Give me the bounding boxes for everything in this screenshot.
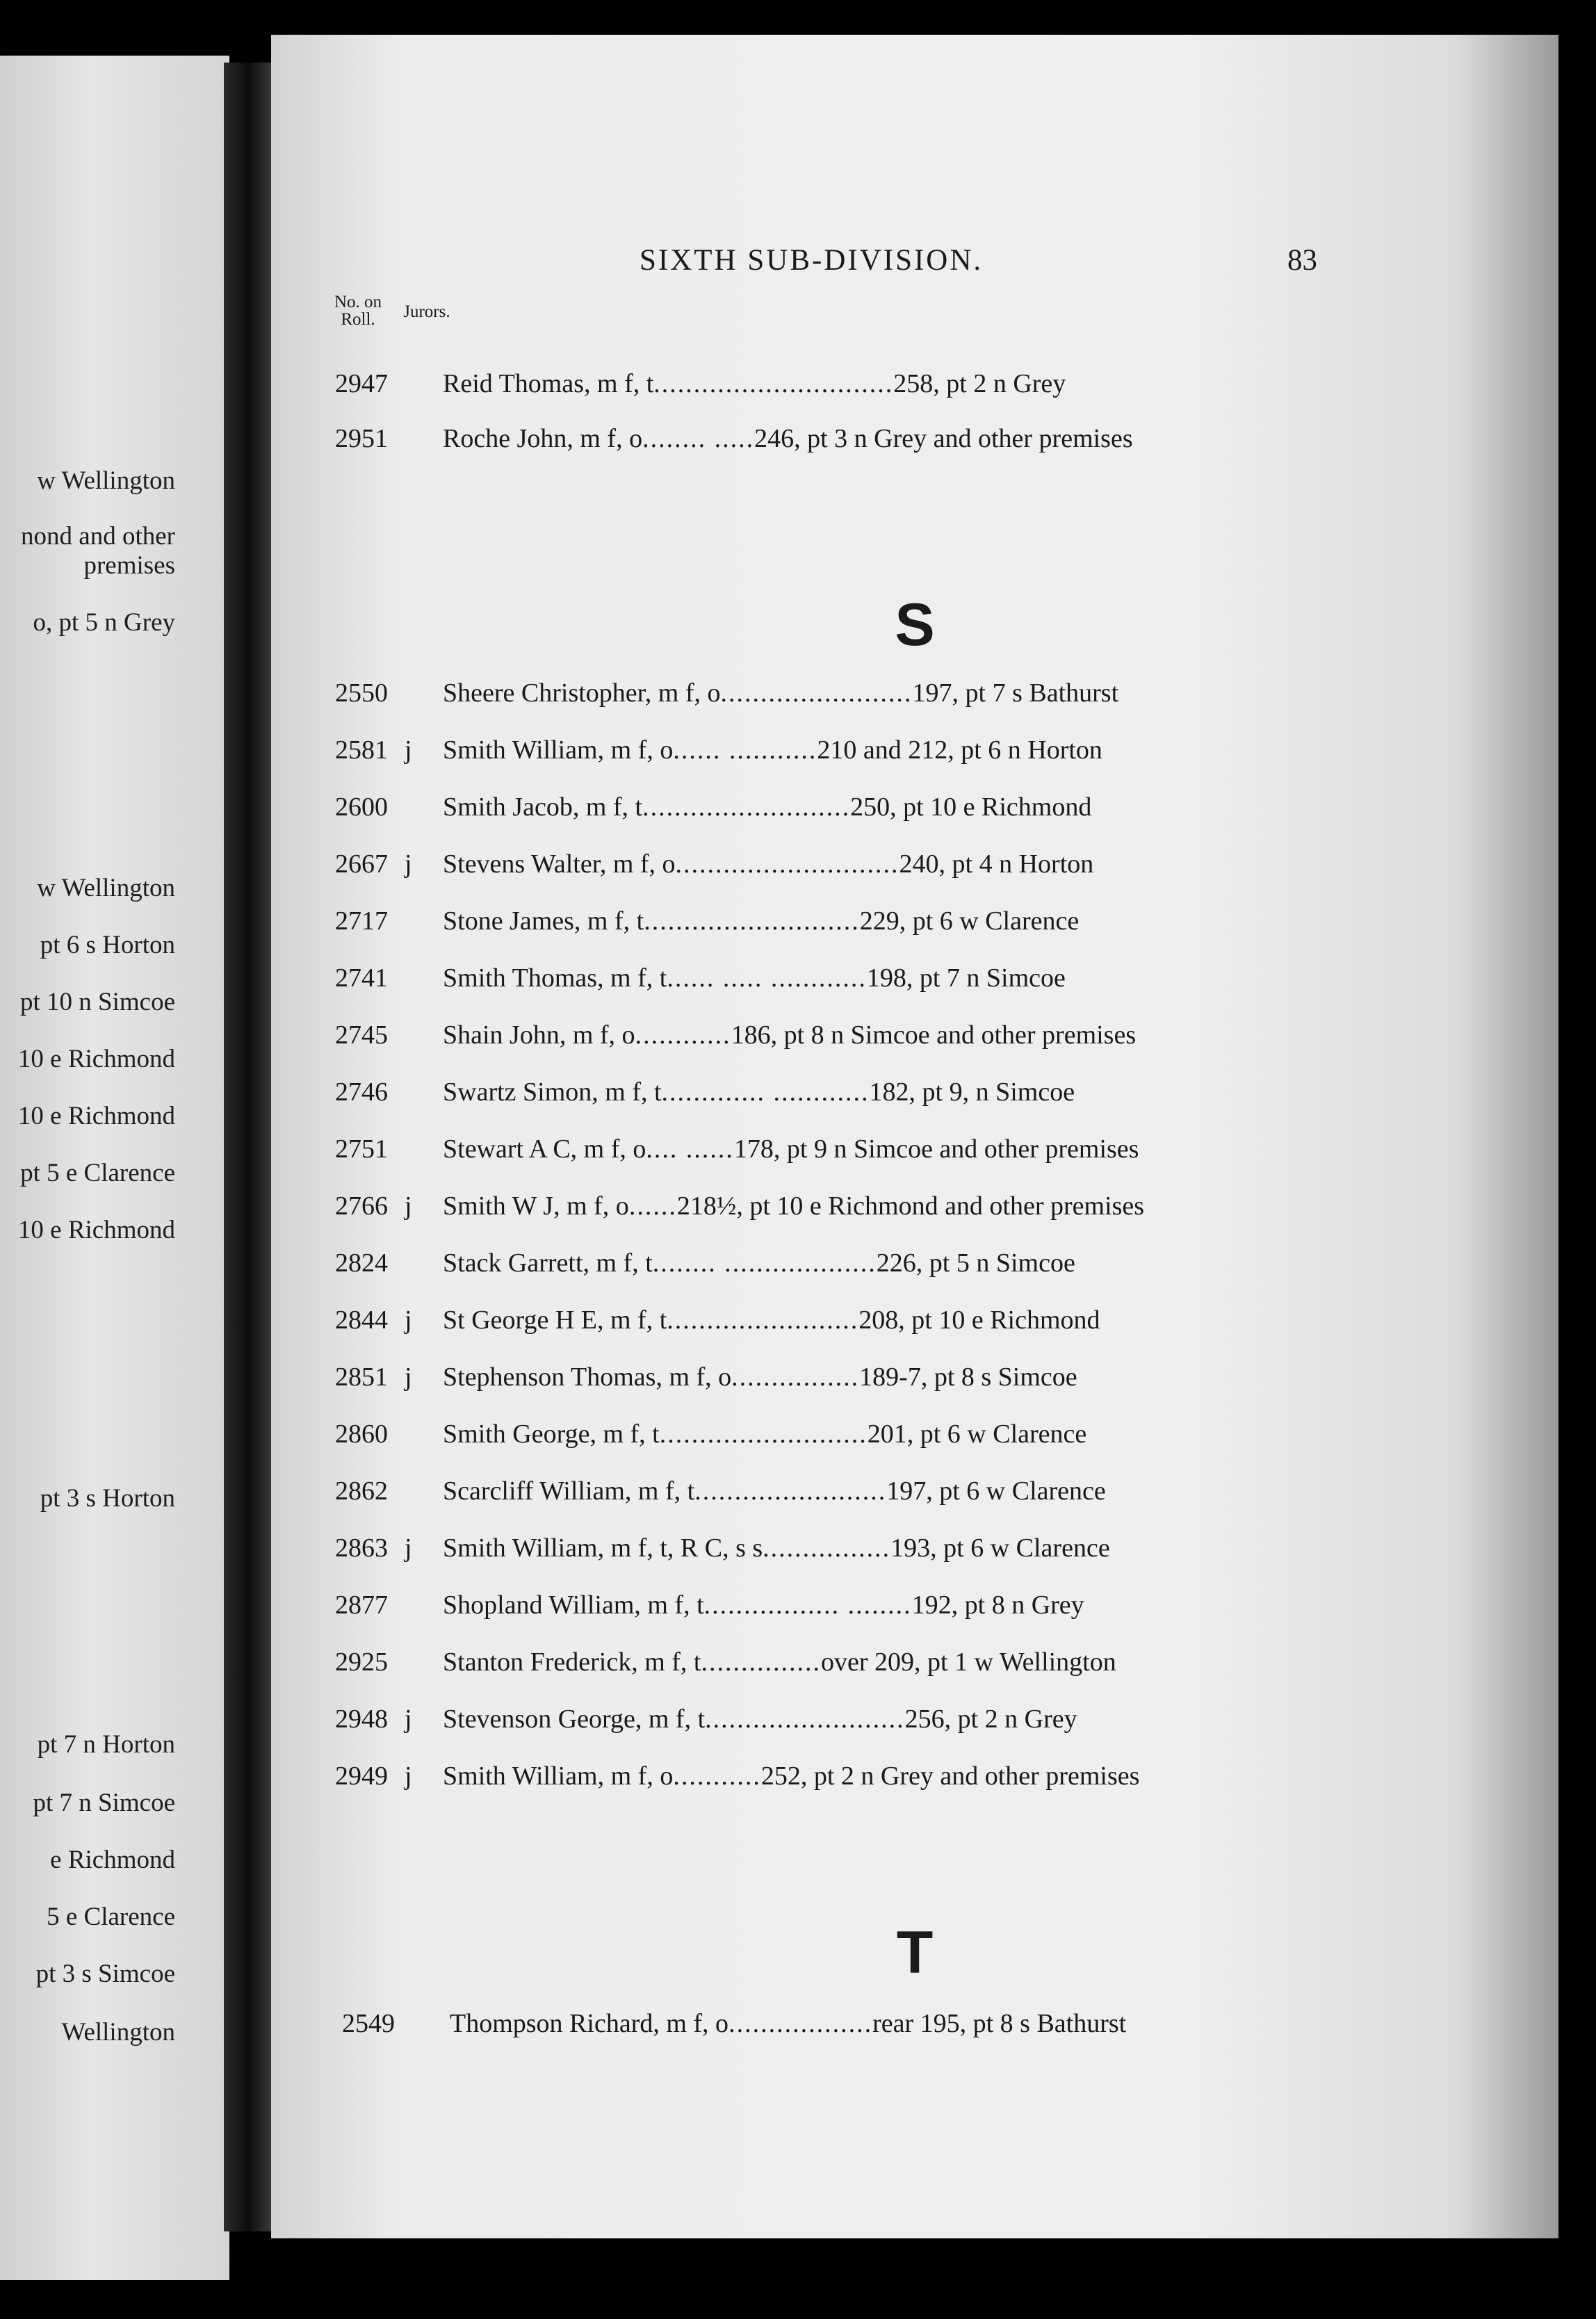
- list-item: [335, 1588, 1595, 1622]
- roll-number: 2717: [335, 906, 388, 936]
- juror-mark: j: [405, 849, 412, 879]
- property: 252, pt 2 n Grey and other premises: [760, 1761, 1140, 1791]
- dot-leader: ........ ...................: [652, 1248, 877, 1278]
- list-item: [335, 1075, 1595, 1109]
- juror-mark: j: [405, 1305, 412, 1335]
- property: 193, pt 6 w Clarence: [890, 1533, 1110, 1563]
- roll-number: 2948: [335, 1704, 388, 1734]
- list-item: [335, 1360, 1595, 1394]
- list-item: [335, 1303, 1595, 1337]
- document-page: [271, 35, 1558, 2238]
- juror-name: Sheere Christopher, m f, o: [443, 678, 721, 708]
- property: 197, pt 6 w Clarence: [886, 1476, 1106, 1506]
- left-line: 10 e Richmond: [17, 1045, 175, 1073]
- left-line: nond and other: [21, 522, 175, 551]
- section-letter-s: S: [895, 592, 935, 658]
- juror-name: Stephenson Thomas, m f, o: [443, 1362, 732, 1392]
- list-item: [342, 2006, 1596, 2041]
- roll-number: 2746: [335, 1077, 388, 1107]
- juror-name: Thompson Richard, m f, o: [450, 2009, 729, 2038]
- list-item: [335, 1702, 1595, 1736]
- juror-mark: j: [405, 1191, 412, 1221]
- juror-name: Roche John, m f, o: [443, 424, 643, 453]
- dot-leader: ........................: [694, 1476, 887, 1506]
- list-item: [335, 676, 1595, 710]
- list-item: [335, 366, 1595, 401]
- roll-number: 2949: [335, 1761, 388, 1791]
- roll-number: 2751: [335, 1134, 388, 1164]
- section-letter-t: T: [896, 1919, 934, 1986]
- property: 208, pt 10 e Richmond: [858, 1305, 1100, 1335]
- dot-leader: ........................: [667, 1305, 859, 1335]
- dot-leader: ...............: [701, 1647, 821, 1677]
- juror-name: Stanton Frederick, m f, t: [443, 1647, 701, 1677]
- dot-leader: ......: [628, 1191, 677, 1221]
- list-item: [335, 733, 1595, 767]
- list-item: [335, 790, 1595, 824]
- juror-name: Reid Thomas, m f, t: [443, 369, 654, 398]
- column-headings: [320, 293, 450, 328]
- dot-leader: ............. ............: [661, 1077, 870, 1107]
- left-line: pt 7 n Simcoe: [33, 1789, 175, 1817]
- property: 186, pt 8 n Simcoe and other premises: [731, 1020, 1137, 1050]
- roll-number: 2947: [335, 369, 388, 398]
- left-line: pt 5 e Clarence: [20, 1159, 175, 1187]
- list-item: [335, 1018, 1595, 1052]
- jurors-heading: Jurors.: [403, 302, 450, 321]
- juror-mark: j: [405, 1362, 412, 1392]
- property: 258, pt 2 n Grey: [893, 369, 1066, 398]
- list-item: [335, 1246, 1595, 1280]
- page-number: 83: [1287, 244, 1317, 277]
- roll-number: 2851: [335, 1362, 388, 1392]
- list-item: [335, 1531, 1595, 1565]
- dot-leader: ..........................: [642, 792, 851, 822]
- running-head: SIXTH SUB-DIVISION.: [640, 244, 984, 277]
- left-line: pt 3 s Simcoe: [35, 1960, 175, 1988]
- left-line: 5 e Clarence: [47, 1903, 175, 1931]
- juror-name: St George H E, m f, t: [443, 1305, 667, 1335]
- left-line: Wellington: [61, 2018, 175, 2047]
- dot-leader: ................: [763, 1533, 891, 1563]
- juror-name: Shain John, m f, o: [443, 1020, 635, 1050]
- roll-heading: [320, 293, 396, 328]
- juror-name: Smith George, m f, t: [443, 1419, 660, 1449]
- left-line: 10 e Richmond: [17, 1216, 175, 1244]
- property: 256, pt 2 n Grey: [904, 1704, 1077, 1734]
- dot-leader: ............................: [675, 849, 899, 879]
- list-item: [335, 421, 1595, 456]
- roll-number: 2925: [335, 1647, 388, 1677]
- property: 210 and 212, pt 6 n Horton: [817, 735, 1102, 765]
- property: 201, pt 6 w Clarence: [867, 1419, 1087, 1449]
- roll-number: 2549: [342, 2009, 395, 2038]
- list-item: [335, 847, 1595, 881]
- juror-name: Stone James, m f, t: [443, 906, 644, 936]
- property: 189-7, pt 8 s Simcoe: [859, 1362, 1077, 1392]
- roll-number: 2550: [335, 678, 388, 708]
- juror-name: Stack Garrett, m f, t: [443, 1248, 653, 1278]
- property: 197, pt 7 s Bathurst: [912, 678, 1119, 708]
- property: 218½, pt 10 e Richmond and other premises: [676, 1191, 1145, 1221]
- property: 229, pt 6 w Clarence: [859, 906, 1080, 936]
- juror-mark: j: [405, 1761, 412, 1791]
- property: 192, pt 8 n Grey: [911, 1590, 1084, 1620]
- juror-name: Swartz Simon, m f, t: [443, 1077, 662, 1107]
- dot-leader: ..............................: [653, 369, 894, 398]
- juror-mark: j: [405, 1533, 412, 1563]
- juror-name: Smith Thomas, m f, t: [443, 963, 667, 993]
- left-line: 10 e Richmond: [17, 1102, 175, 1130]
- roll-number: 2844: [335, 1305, 388, 1335]
- list-item: [335, 904, 1595, 938]
- dot-leader: ................. ........: [703, 1590, 912, 1620]
- property: rear 195, pt 8 s Bathurst: [872, 2009, 1127, 2038]
- roll-number: 2877: [335, 1590, 388, 1620]
- list-item: [335, 1189, 1595, 1223]
- juror-mark: j: [405, 735, 412, 765]
- juror-name: Smith W J, m f, o: [443, 1191, 629, 1221]
- dot-leader: ...... ...........: [673, 735, 817, 765]
- left-line: pt 3 s Horton: [40, 1484, 175, 1513]
- roll-number: 2741: [335, 963, 388, 993]
- dot-leader: ...........: [673, 1761, 761, 1791]
- left-line: pt 7 n Horton: [37, 1730, 175, 1759]
- roll-number: 2745: [335, 1020, 388, 1050]
- left-line: w Wellington: [37, 466, 175, 495]
- dot-leader: .... ......: [646, 1134, 734, 1164]
- juror-name: Stevens Walter, m f, o: [443, 849, 676, 879]
- roll-number: 2667: [335, 849, 388, 879]
- roll-number: 2863: [335, 1533, 388, 1563]
- juror-name: Smith William, m f, o: [443, 735, 674, 765]
- book-gutter: [224, 63, 272, 2231]
- juror-name: Stewart A C, m f, o: [443, 1134, 646, 1164]
- roll-number: 2600: [335, 792, 388, 822]
- list-item: [335, 1645, 1595, 1679]
- property: 182, pt 9, n Simcoe: [869, 1077, 1075, 1107]
- roll-number: 2766: [335, 1191, 388, 1221]
- roll-number: 2581: [335, 735, 388, 765]
- property: 226, pt 5 n Simcoe: [876, 1248, 1075, 1278]
- list-item: [335, 1132, 1595, 1166]
- juror-name: Scarcliff William, m f, t: [443, 1476, 695, 1506]
- left-line: premises: [83, 551, 175, 580]
- juror-mark: j: [405, 1704, 412, 1734]
- dot-leader: ...... ..... ............: [667, 963, 867, 993]
- dot-leader: ........ .....: [642, 424, 755, 453]
- property: 178, pt 9 n Simcoe and other premises: [733, 1134, 1139, 1164]
- dot-leader: ................: [731, 1362, 860, 1392]
- list-item: [335, 961, 1595, 995]
- property: 240, pt 4 n Horton: [899, 849, 1094, 879]
- dot-leader: ..........................: [659, 1419, 868, 1449]
- list-item: [335, 1417, 1595, 1451]
- juror-name: Smith Jacob, m f, t: [443, 792, 643, 822]
- roll-heading-line2: Roll.: [341, 310, 375, 329]
- dot-leader: ............: [635, 1020, 731, 1050]
- left-line: o, pt 5 n Grey: [33, 608, 175, 637]
- roll-number: 2824: [335, 1248, 388, 1278]
- property: over 209, pt 1 w Wellington: [820, 1647, 1116, 1677]
- list-item: [335, 1759, 1595, 1793]
- dot-leader: .........................: [705, 1704, 905, 1734]
- juror-name: Stevenson George, m f, t: [443, 1704, 706, 1734]
- roll-number: 2860: [335, 1419, 388, 1449]
- property: 198, pt 7 n Simcoe: [866, 963, 1066, 993]
- juror-name: Shopland William, m f, t: [443, 1590, 704, 1620]
- dot-leader: ........................: [720, 678, 913, 708]
- dot-leader: ...........................: [644, 906, 860, 936]
- juror-name: Smith William, m f, o: [443, 1761, 674, 1791]
- list-item: [335, 1474, 1595, 1508]
- left-line: pt 6 s Horton: [40, 931, 175, 959]
- roll-number: 2862: [335, 1476, 388, 1506]
- roll-heading-line1: No. on: [334, 293, 382, 311]
- left-line: w Wellington: [37, 874, 175, 902]
- previous-page-fragment: [0, 56, 229, 2280]
- left-line: pt 10 n Simcoe: [19, 988, 175, 1016]
- dot-leader: ..................: [728, 2009, 873, 2038]
- property: 250, pt 10 e Richmond: [850, 792, 1092, 822]
- juror-name: Smith William, m f, t, R C, s s: [443, 1533, 763, 1563]
- property: 246, pt 3 n Grey and other premises: [754, 424, 1133, 453]
- left-line: e Richmond: [50, 1846, 175, 1874]
- roll-number: 2951: [335, 424, 388, 453]
